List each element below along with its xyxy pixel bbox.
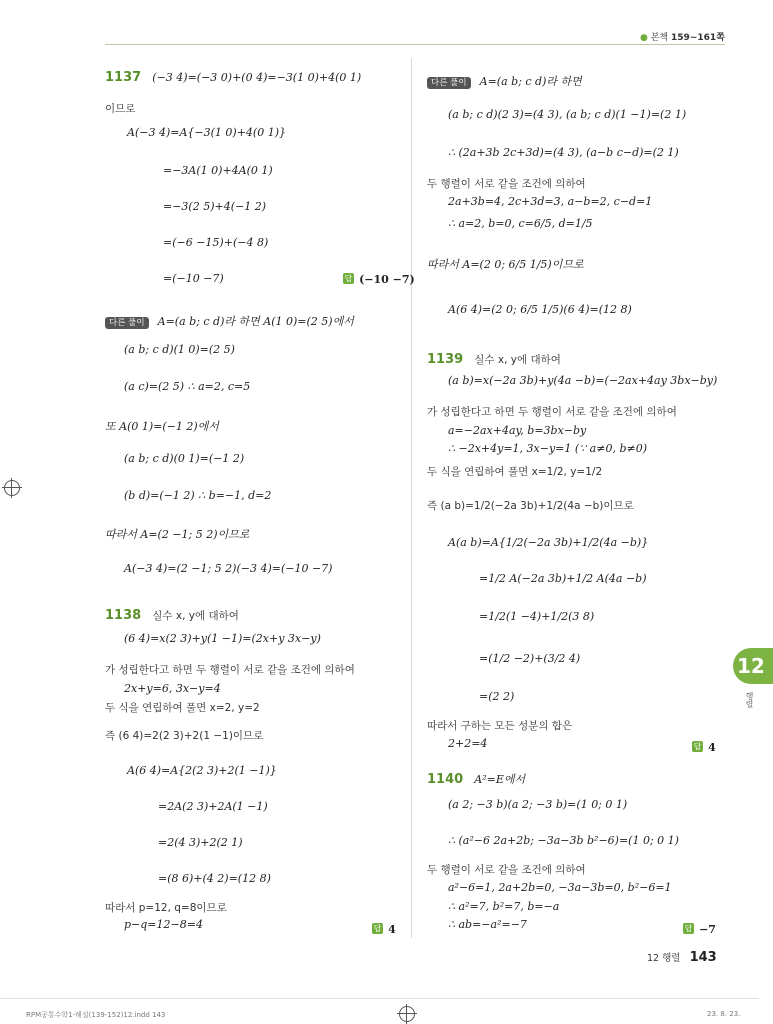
equation: (−3 4)=(−3 0)+(0 4)=−3(1 0)+4(0 1): [152, 71, 362, 84]
equation: p−q=12−8=4: [124, 918, 203, 931]
problem-title: 실수 x, y에 대하여: [474, 354, 561, 366]
page-number: 143: [689, 950, 717, 965]
trim-line: [0, 998, 759, 999]
text: 두 식을 연립하여 풀면 x=2, y=2: [105, 702, 260, 714]
header-dot: ●: [640, 33, 648, 43]
equation: ∴ a²=7, b²=7, b=−a: [448, 900, 560, 913]
text: 이므로: [105, 103, 136, 115]
equation: (a b; c d)(1 0)=(2 5): [124, 343, 235, 356]
answer-1138: [372, 918, 396, 937]
answer-1137: [343, 268, 415, 287]
text: 즉 (6 4)=2(2 3)+2(1 −1)이므로: [105, 730, 264, 742]
header-book-label: 본책: [650, 33, 669, 43]
equation: a²−6=1, 2a+2b=0, −3a−3b=0, b²−6=1: [448, 881, 672, 894]
answer-1140: [683, 918, 716, 937]
equation: =(2 2): [479, 690, 515, 703]
equation: 따라서 A=(2 0; 6/5 1/5)이므로: [427, 258, 584, 271]
problem-number: 1138: [105, 608, 142, 623]
alt-solution-line: [105, 310, 354, 329]
equation: (b d)=(−1 2) ∴ b=−1, d=2: [124, 489, 272, 502]
answer-mark: 답: [373, 924, 382, 933]
equation: =−3(2 5)+4(−1 2): [163, 200, 267, 213]
equation: 따라서 A=(2 −1; 5 2)이므로: [105, 528, 250, 541]
registration-mark-icon: [399, 1006, 415, 1022]
text: 따라서 구하는 모든 성분의 합은: [427, 720, 573, 732]
header-rule: [105, 44, 725, 45]
chapter-tab: 12: [733, 648, 773, 684]
equation: (6 4)=x(2 3)+y(1 −1)=(2x+y 3x−y): [124, 632, 321, 645]
equation: A=(a b; c d)라 하면: [479, 75, 582, 88]
text: 따라서 p=12, q=8이므로: [105, 902, 227, 914]
equation: 2+2=4: [448, 737, 488, 750]
answer-value: (−10 −7): [359, 273, 415, 286]
page-footer: [647, 946, 717, 965]
answer-mark: 답: [693, 742, 702, 751]
answer-value: −7: [699, 923, 716, 936]
equation: A(−3 4)=(2 −1; 5 2)(−3 4)=(−10 −7): [124, 562, 333, 575]
equation: =2A(2 3)+2A(1 −1): [158, 800, 268, 813]
problem-1139-heading: [427, 348, 561, 367]
text: 가 성립한다고 하면 두 행렬이 서로 같을 조건에 의하여: [427, 406, 677, 418]
equation: =1/2(1 −4)+1/2(3 8): [479, 610, 595, 623]
equation: A(−3 4)=A{−3(1 0)+4(0 1)}: [127, 126, 286, 139]
equation: 2a+3b=4, 2c+3d=3, a−b=2, c−d=1: [448, 195, 653, 208]
equation: ∴ a=2, b=0, c=6/5, d=1/5: [448, 217, 593, 230]
column-divider: [411, 58, 412, 938]
equation: ∴ (a²−6 2a+2b; −3a−3b b²−6)=(1 0; 0 1): [448, 834, 679, 847]
answer-mark: 답: [684, 924, 693, 933]
alt-solution-label: 다른 풀이: [427, 77, 471, 89]
text: 가 성립한다고 하면 두 행렬이 서로 같을 조건에 의하여: [105, 664, 355, 676]
answer-mark: 답: [344, 274, 353, 283]
text: 두 행렬이 서로 같을 조건에 의하여: [427, 178, 586, 190]
equation: A(6 4)=A{2(2 3)+2(1 −1)}: [127, 764, 277, 777]
equation: A(6 4)=(2 0; 6/5 1/5)(6 4)=(12 8): [448, 303, 632, 316]
text: 두 식을 연립하여 풀면 x=1/2, y=1/2: [427, 466, 603, 478]
equation: =1/2 A(−2a 3b)+1/2 A(4a −b): [479, 572, 647, 585]
chapter-label: 12 행렬: [647, 953, 681, 964]
equation: ∴ (2a+3b 2c+3d)=(4 3), (a−b c−d)=(2 1): [448, 146, 679, 159]
equation: a=−2ax+4ay, b=3bx−by: [448, 424, 587, 437]
problem-number: 1137: [105, 70, 142, 85]
alt-solution-label: 다른 풀이: [105, 317, 149, 329]
equation: =2(4 3)+2(2 1): [158, 836, 243, 849]
print-file-name: RPM공통수학1-해설(139-152)12.indd 143: [26, 1011, 166, 1019]
text: 두 행렬이 서로 같을 조건에 의하여: [427, 864, 586, 876]
problem-1138-heading: [105, 604, 239, 623]
problem-title: A²=E에서: [474, 773, 526, 786]
equation: =−3A(1 0)+4A(0 1): [163, 164, 273, 177]
print-date: 23. 8. 23.: [707, 1010, 741, 1018]
equation: A=(a b; c d)라 하면 A(1 0)=(2 5)에서: [157, 315, 354, 328]
answer-value: 4: [388, 923, 396, 936]
alt-solution-line: [427, 70, 582, 89]
equation: =(−6 −15)+(−4 8): [163, 236, 269, 249]
problem-title: 실수 x, y에 대하여: [152, 610, 239, 622]
equation: =(8 6)+(4 2)=(12 8): [158, 872, 271, 885]
header-page-range: 159~161쪽: [671, 33, 725, 43]
problem-1140-heading: [427, 768, 525, 787]
equation: (a c)=(2 5) ∴ a=2, c=5: [124, 380, 251, 393]
equation: ∴ −2x+4y=1, 3x−y=1 (∵ a≠0, b≠0): [448, 442, 647, 455]
chapter-tab-label: 행렬: [745, 692, 754, 708]
text: 즉 (a b)=1/2(−2a 3b)+1/2(4a −b)이므로: [427, 500, 634, 512]
equation: =(1/2 −2)+(3/2 4): [479, 652, 581, 665]
equation: (a b; c d)(2 3)=(4 3), (a b; c d)(1 −1)=(2 1): [448, 108, 687, 121]
equation: 2x+y=6, 3x−y=4: [124, 682, 221, 695]
equation: 또 A(0 1)=(−1 2)에서: [105, 420, 219, 433]
page-header: [640, 30, 725, 43]
equation: (a b)=x(−2a 3b)+y(4a −b)=(−2ax+4ay 3bx−by): [448, 374, 718, 387]
problem-1137-heading: [105, 66, 361, 85]
registration-mark-icon: [4, 480, 20, 496]
answer-value: 4: [708, 741, 716, 754]
equation: =(−10 −7): [163, 272, 224, 285]
problem-number: 1139: [427, 352, 464, 367]
equation: ∴ ab=−a²=−7: [448, 918, 527, 931]
answer-1139: [692, 736, 716, 755]
equation: (a 2; −3 b)(a 2; −3 b)=(1 0; 0 1): [448, 798, 628, 811]
equation: (a b; c d)(0 1)=(−1 2): [124, 452, 245, 465]
equation: A(a b)=A{1/2(−2a 3b)+1/2(4a −b)}: [448, 536, 649, 549]
problem-number: 1140: [427, 772, 464, 787]
